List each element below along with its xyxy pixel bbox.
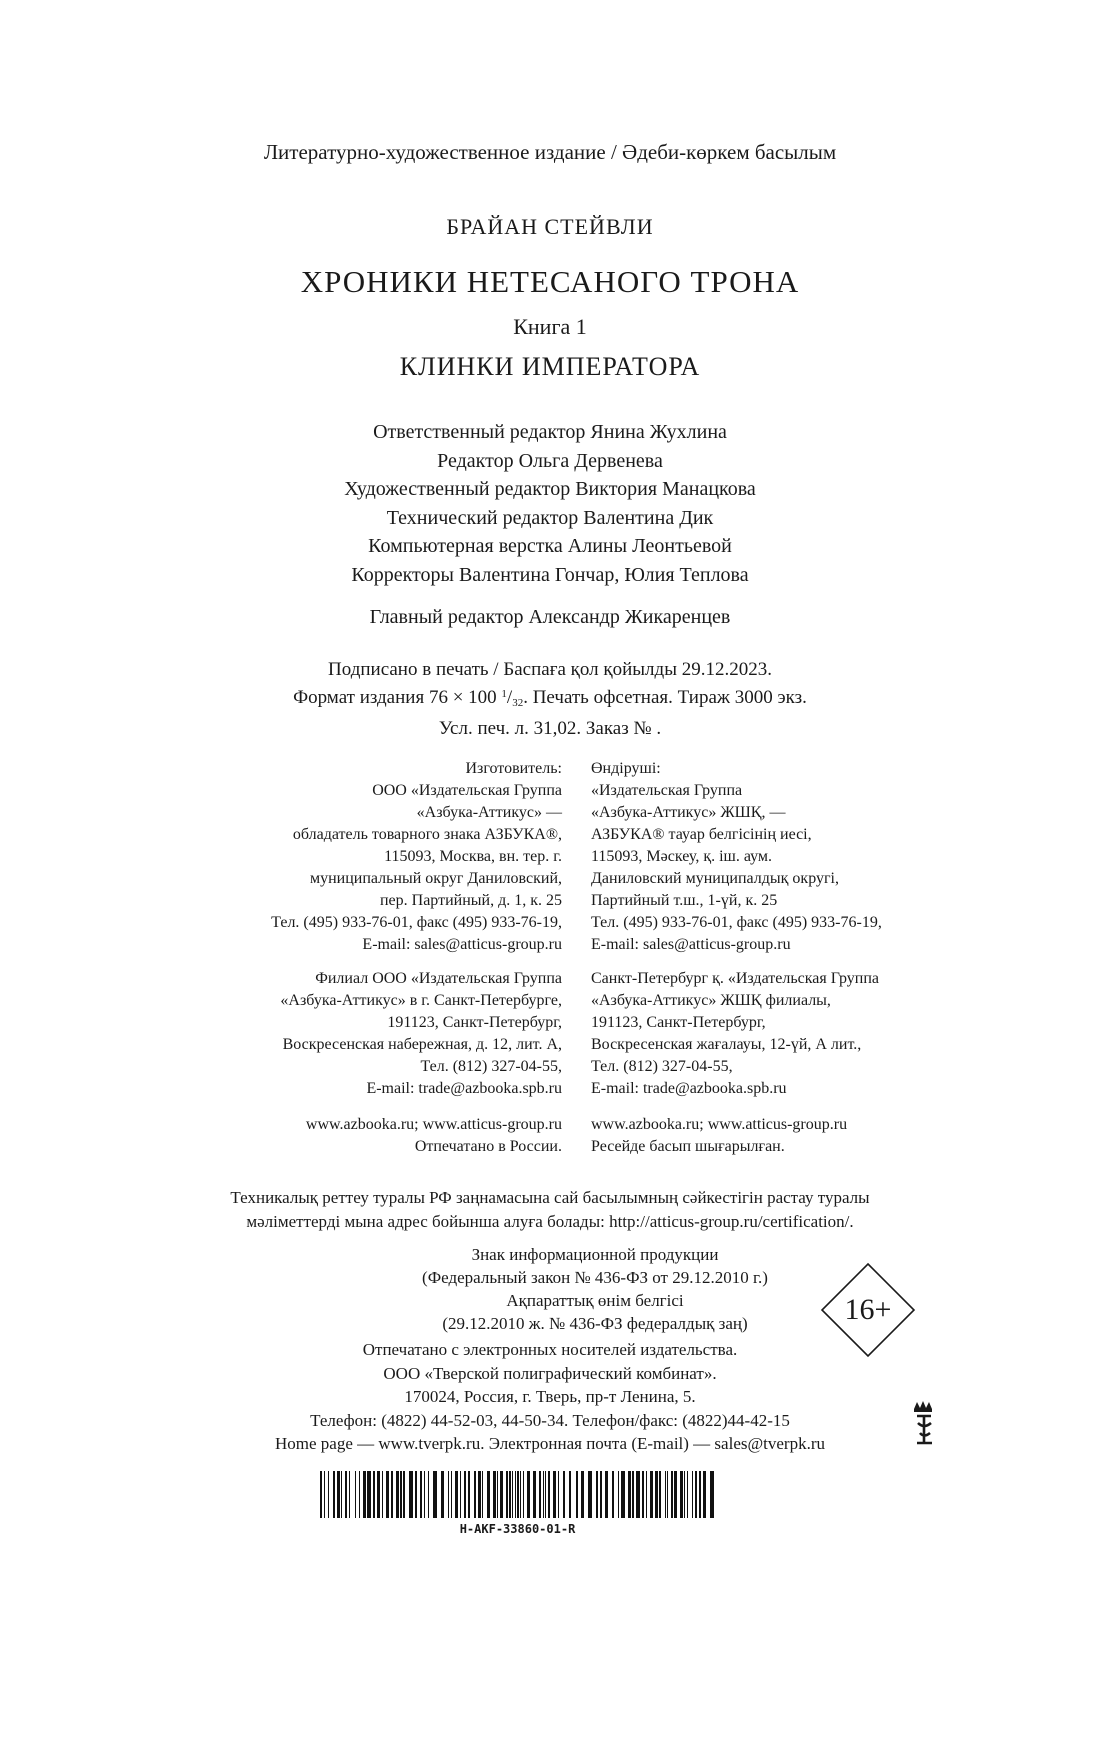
series-line: Литературно-художественное издание / Әдеби-көркем басылым <box>263 140 837 164</box>
signed-date: Подписано в печать / Баспаға қол қойылды 29.12.2023. <box>328 659 772 680</box>
branch-kz: Санкт-Петербург қ. «Издательская Группа «Азбука-Аттикус» ЖШҚ филиалы, 191123, Санкт-Петербург, Воскресенская жағалауы, 12-үй, А лит., Тел. (812) 327-04-55, E-mail: trade@azbooka.spb.ru <box>591 970 879 1097</box>
sheets-order: Усл. печ. л. 31,02. Заказ № . <box>438 718 662 739</box>
book-title: КЛИНКИ ИМПЕРАТОРА <box>399 352 701 381</box>
publication-details <box>0 657 1100 741</box>
printer-info: Отпечатано с электронных носителей издательства. ООО «Тверской полиграфический комбинат». 170024, Россия, г. Тверь, пр-т Ленина, 5. Телефон: (4822) 44-52-03, 44-50-34. Телефон/факс: (4822)44-42-15 Home page — www.tverpk.ru. Электронная почта (E-mail) — sales@tverpk.ru <box>275 1340 825 1453</box>
websites-kz: www.azbooka.ru; www.atticus-group.ru Ресейде басып шығарылған. <box>591 1116 848 1155</box>
format-line: Формат издания 76 × 100 $^1/_{32}$. Печать офсетная. Тираж 3000 экз. <box>293 687 807 709</box>
barcode-icon <box>320 1471 715 1518</box>
branch-ru: Филиал ООО «Издательская Группа «Азбука-Аттикус» в г. Санкт-Петербурге, 191123, Санкт-Петербург, Воскресенская набережная, д. 12, лит. А, Тел. (812) 327-04-55, E-mail: trade@azbooka.spb.ru <box>280 970 562 1097</box>
staff-line: Технический редактор Валентина Дик <box>386 506 714 529</box>
book-series-title: ХРОНИКИ НЕТЕСАНОГО ТРОНА <box>300 264 800 299</box>
age-rating: 16+ <box>844 1293 892 1326</box>
staff-line: Компьютерная верстка Алины Леонтьевой <box>368 535 732 557</box>
book-number: Книга 1 <box>513 314 587 339</box>
staff-line: Ответственный редактор Янина Жухлина <box>373 421 727 443</box>
manufacturer-kz: Өндіруші: «Издательская Группа «Азбука-Аттикус» ЖШҚ, — АЗБУКА® тауар белгісінің иесі, 115093, Мәскеу, қ. іш. аум. Даниловский муниципалдық округі, Партийный т.ш., 1-үй, к. 25 Тел. (495) 933-76-01, факс (495) 933-76-19, E-mail: sales@atticus-group.ru <box>591 760 882 953</box>
manufacturer-ru: Изготовитель: ООО «Издательская Группа «Азбука-Аттикус» — обладатель товарного знака АЗБУКА®, 115093, Москва, вн. тер. г. муниципальный округ Даниловский, пер. Партийный, д. 1, к. 25 Тел. (495) 933-76-01, факс (495) 933-76-19, E-mail: sales@atticus-group.ru <box>271 760 562 953</box>
chief-editor: Главный редактор Александр Жикаренцев <box>369 606 731 628</box>
author-name: БРАЙАН СТЕЙВЛИ <box>446 214 654 239</box>
tech-regulation-note: Техникалық реттеу туралы РФ заңнамасына сай басылымның сәйкестігін растау туралы мәліметтерді мына адрес бойынша алуға болады: http://atticus-group.ru/certification/. <box>230 1188 870 1231</box>
info-product-sign: Знак информационной продукции (Федеральный закон № 436-ФЗ от 29.12.2010 г.) Ақпараттық өнім белгісі (29.12.2010 ж. № 436-ФЗ федералдық заң) <box>422 1245 768 1333</box>
staff-line: Художественный редактор Виктория Манацкова <box>344 478 756 500</box>
editorial-staff <box>0 418 1100 589</box>
barcode-text: H-AKF-33860-01-R <box>459 1522 576 1536</box>
staff-line: Корректоры Валентина Гончар, Юлия Теплова <box>351 563 749 586</box>
crowned-monogram-icon <box>908 1399 938 1451</box>
websites-ru: www.azbooka.ru; www.atticus-group.ru Отпечатано в России. <box>305 1116 562 1155</box>
staff-line: Редактор Ольга Дервенева <box>437 449 663 472</box>
